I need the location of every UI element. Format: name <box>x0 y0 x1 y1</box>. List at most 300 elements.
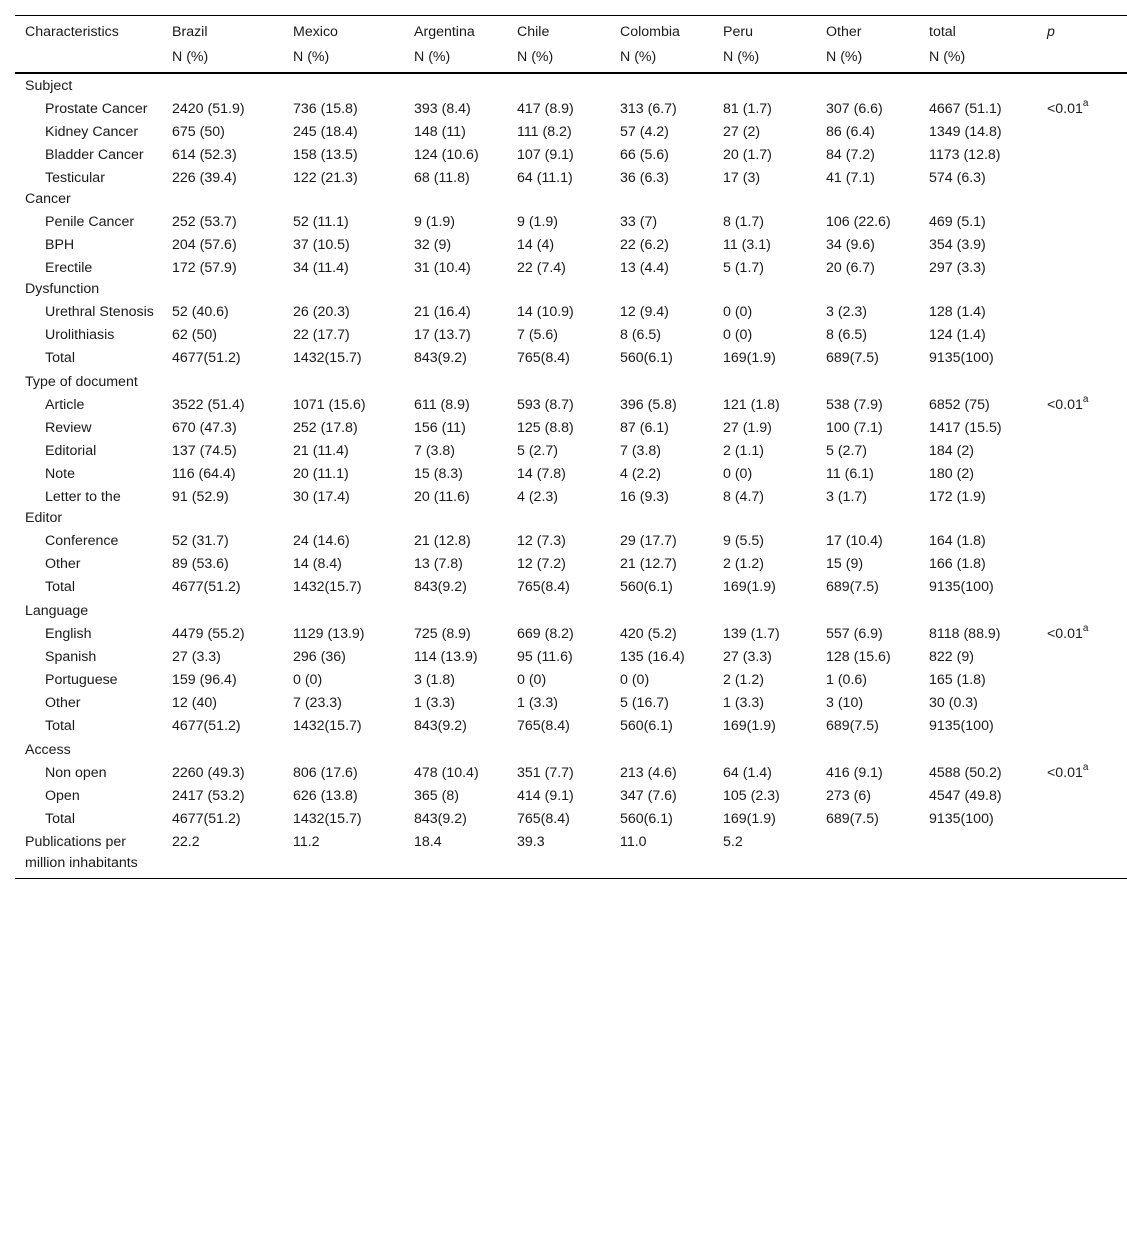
data-cell: 2260 (49.3) <box>172 765 245 781</box>
data-cell: 16 (9.3) <box>620 489 669 505</box>
data-cell: 166 (1.8) <box>929 556 986 572</box>
data-cell: 1 (3.3) <box>414 695 456 711</box>
data-cell: 822 (9) <box>929 649 974 665</box>
data-cell: 20 (1.7) <box>723 147 772 163</box>
data-cell: 34 (9.6) <box>826 237 875 253</box>
data-cell: 184 (2) <box>929 443 974 459</box>
data-cell: 52 (31.7) <box>172 533 229 549</box>
data-cell: 736 (15.8) <box>293 101 358 117</box>
empty-cell <box>816 599 919 623</box>
table-row <box>15 669 1127 692</box>
data-cell: 1129 (13.9) <box>293 626 365 642</box>
data-cell: 21 (12.8) <box>414 533 471 549</box>
p-value-cell <box>1037 144 1127 167</box>
column-header-text: p <box>1047 24 1055 40</box>
empty-cell <box>507 370 610 394</box>
column-header: Argentina <box>404 16 507 46</box>
section-title: Type of document <box>25 374 138 390</box>
p-value-footnote: a <box>1082 98 1089 110</box>
data-cell: 273 (6) <box>826 788 871 804</box>
p-value: <0.01 <box>1047 397 1083 413</box>
empty-cell <box>162 73 283 98</box>
data-cell: 9135(100) <box>929 718 994 734</box>
data-cell: 20 (11.1) <box>293 466 349 482</box>
data-cell: 765(8.4) <box>517 579 570 595</box>
data-cell: 4 (2.3) <box>517 489 559 505</box>
publications-per-million-row <box>15 831 1127 879</box>
data-cell: 105 (2.3) <box>723 788 780 804</box>
data-cell: 5 (2.7) <box>826 443 868 459</box>
data-cell: 21 (16.4) <box>414 304 471 320</box>
data-cell: 2417 (53.2) <box>172 788 245 804</box>
empty-cell <box>713 738 816 762</box>
empty-cell <box>713 370 816 394</box>
data-cell: 30 (17.4) <box>293 489 350 505</box>
empty-cell <box>162 370 283 394</box>
data-cell: 22 (7.4) <box>517 260 566 276</box>
data-cell: 116 (64.4) <box>172 466 236 482</box>
column-subheader: N (%) <box>162 45 283 73</box>
empty-cell <box>507 599 610 623</box>
empty-cell <box>404 738 507 762</box>
row-label: Penile Cancer <box>45 214 135 230</box>
data-cell: 34 (11.4) <box>293 260 349 276</box>
data-cell: 139 (1.7) <box>723 626 780 642</box>
data-cell: 64 (1.4) <box>723 765 772 781</box>
data-cell: 13 (4.4) <box>620 260 669 276</box>
data-cell: 128 (15.6) <box>826 649 891 665</box>
data-cell: 107 (9.1) <box>517 147 574 163</box>
data-cell: 100 (7.1) <box>826 420 883 436</box>
data-cell: 725 (8.9) <box>414 626 471 642</box>
data-cell: 297 (3.3) <box>929 260 986 276</box>
data-cell: 39.3 <box>507 831 610 879</box>
data-cell: 806 (17.6) <box>293 765 358 781</box>
data-cell <box>919 831 1037 879</box>
data-cell: 5 (16.7) <box>620 695 669 711</box>
data-cell: 52 (11.1) <box>293 214 349 230</box>
empty-cell <box>404 370 507 394</box>
row-label: Erectile Dysfunction <box>25 260 100 297</box>
empty-cell <box>404 73 507 98</box>
column-header: Colombia <box>610 16 713 46</box>
row-label: Testicular Cancer <box>25 170 105 207</box>
column-subheader <box>1037 45 1127 73</box>
data-cell <box>816 831 919 879</box>
column-subheader: N (%) <box>816 45 919 73</box>
column-header: total <box>919 16 1037 46</box>
data-cell: 307 (6.6) <box>826 101 883 117</box>
data-cell: 27 (2) <box>723 124 761 140</box>
data-cell: 347 (7.6) <box>620 788 677 804</box>
empty-cell <box>1037 599 1127 623</box>
data-cell: 420 (5.2) <box>620 626 677 642</box>
empty-cell <box>507 738 610 762</box>
data-cell: 169(1.9) <box>723 718 776 734</box>
row-label: Letter to the Editor <box>25 489 121 526</box>
data-cell: 2 (1.2) <box>723 672 765 688</box>
data-cell: 765(8.4) <box>517 811 570 827</box>
data-cell: 574 (6.3) <box>929 170 986 186</box>
data-cell: 365 (8) <box>414 788 459 804</box>
row-label: Other <box>45 695 81 711</box>
row-label: Prostate Cancer <box>45 101 148 117</box>
data-cell: 8 (4.7) <box>723 489 765 505</box>
p-value-cell <box>1037 394 1127 417</box>
table-row <box>15 553 1127 576</box>
section-header-row <box>15 73 1127 98</box>
data-cell: 11.2 <box>283 831 404 879</box>
data-cell: 62 (50) <box>172 327 217 343</box>
empty-cell <box>283 370 404 394</box>
data-cell: 689(7.5) <box>826 718 879 734</box>
empty-cell <box>816 73 919 98</box>
data-cell: 21 (11.4) <box>293 443 349 459</box>
data-cell: 1071 (15.6) <box>293 397 366 413</box>
data-cell: 27 (1.9) <box>723 420 772 436</box>
p-value-cell <box>1037 167 1127 211</box>
p-value-cell <box>1037 646 1127 669</box>
data-cell: 1432(15.7) <box>293 811 362 827</box>
empty-cell <box>919 370 1037 394</box>
data-cell: 469 (5.1) <box>929 214 986 230</box>
data-cell: 4479 (55.2) <box>172 626 245 642</box>
data-cell: 5 (2.7) <box>517 443 559 459</box>
data-cell: 14 (4) <box>517 237 555 253</box>
data-cell: 12 (40) <box>172 695 217 711</box>
p-value-cell <box>1037 692 1127 715</box>
section-title: Subject <box>25 78 73 94</box>
table-row <box>15 762 1127 785</box>
data-cell: 560(6.1) <box>620 811 673 827</box>
empty-cell <box>162 599 283 623</box>
row-label: Total <box>45 811 75 827</box>
data-cell: 478 (10.4) <box>414 765 479 781</box>
data-cell: 689(7.5) <box>826 811 879 827</box>
data-cell: 11 (6.1) <box>826 466 874 482</box>
column-subheader: N (%) <box>507 45 610 73</box>
header-row <box>15 16 1127 46</box>
table-row <box>15 530 1127 553</box>
empty-cell <box>283 73 404 98</box>
row-label: Open <box>45 788 80 804</box>
data-cell: 22 (6.2) <box>620 237 669 253</box>
row-label: Bladder Cancer <box>45 147 144 163</box>
data-cell: 68 (11.8) <box>414 170 470 186</box>
data-cell: 313 (6.7) <box>620 101 677 117</box>
data-cell: 1432(15.7) <box>293 350 362 366</box>
column-header: Chile <box>507 16 610 46</box>
data-cell: 843(9.2) <box>414 350 467 366</box>
data-cell: 20 (11.6) <box>414 489 470 505</box>
data-cell: 124 (1.4) <box>929 327 986 343</box>
data-cell: 31 (10.4) <box>414 260 471 276</box>
data-cell: 557 (6.9) <box>826 626 883 642</box>
p-value-cell <box>1037 553 1127 576</box>
data-cell: 626 (13.8) <box>293 788 358 804</box>
table-row <box>15 576 1127 599</box>
row-label: Total <box>45 350 75 366</box>
data-cell: 124 (10.6) <box>414 147 479 163</box>
p-value-cell <box>1037 301 1127 324</box>
data-cell: 22.2 <box>162 831 283 879</box>
data-cell: 4677(51.2) <box>172 811 241 827</box>
data-cell: 37 (10.5) <box>293 237 350 253</box>
data-cell: 0 (0) <box>293 672 323 688</box>
empty-cell <box>1037 738 1127 762</box>
column-header: Peru <box>713 16 816 46</box>
data-cell: 29 (17.7) <box>620 533 677 549</box>
data-cell: 128 (1.4) <box>929 304 986 320</box>
data-cell: 159 (96.4) <box>172 672 237 688</box>
data-cell: 17 (13.7) <box>414 327 471 343</box>
empty-cell <box>162 738 283 762</box>
data-cell: 3 (1.8) <box>414 672 456 688</box>
data-cell: 593 (8.7) <box>517 397 574 413</box>
data-cell: 180 (2) <box>929 466 974 482</box>
data-cell: 9135(100) <box>929 579 994 595</box>
data-cell: 689(7.5) <box>826 350 879 366</box>
data-cell: 12 (9.4) <box>620 304 669 320</box>
data-cell: 165 (1.8) <box>929 672 986 688</box>
row-label: Note <box>45 466 75 482</box>
data-cell: 1 (3.3) <box>517 695 559 711</box>
data-cell: 1432(15.7) <box>293 718 362 734</box>
data-cell: 22 (17.7) <box>293 327 350 343</box>
table-row <box>15 121 1127 144</box>
data-cell: 33 (7) <box>620 214 658 230</box>
p-value-cell <box>1037 98 1127 121</box>
p-value-cell <box>1037 324 1127 347</box>
p-value-footnote: a <box>1082 762 1089 774</box>
data-cell: 135 (16.4) <box>620 649 685 665</box>
data-cell: 226 (39.4) <box>172 170 237 186</box>
data-cell: 9135(100) <box>929 350 994 366</box>
data-cell: 560(6.1) <box>620 350 673 366</box>
p-value-cell <box>1037 623 1127 646</box>
data-cell: 172 (57.9) <box>172 260 237 276</box>
data-cell: 0 (0) <box>620 672 650 688</box>
data-cell: 11 (3.1) <box>723 237 771 253</box>
data-cell: 252 (17.8) <box>293 420 358 436</box>
data-cell: 2 (1.2) <box>723 556 765 572</box>
data-cell: 148 (11) <box>414 124 466 140</box>
row-label: Conference <box>45 533 119 549</box>
data-cell: 843(9.2) <box>414 579 467 595</box>
data-cell: 1349 (14.8) <box>929 124 1002 140</box>
data-cell: 2420 (51.9) <box>172 101 245 117</box>
row-label: Urethral Stenosis <box>45 304 154 320</box>
data-cell: 18.4 <box>404 831 507 879</box>
column-header: Brazil <box>162 16 283 46</box>
p-value-cell <box>1037 440 1127 463</box>
data-cell: 27 (3.3) <box>172 649 221 665</box>
row-label: Review <box>45 420 92 436</box>
data-cell: 417 (8.9) <box>517 101 574 117</box>
data-cell: 169(1.9) <box>723 579 776 595</box>
data-cell: 0 (0) <box>723 304 753 320</box>
data-cell: 204 (57.6) <box>172 237 237 253</box>
data-cell: 296 (36) <box>293 649 346 665</box>
empty-cell <box>610 738 713 762</box>
data-cell: 4677(51.2) <box>172 350 241 366</box>
data-cell: 95 (11.6) <box>517 649 573 665</box>
table-row <box>15 623 1127 646</box>
table-row <box>15 301 1127 324</box>
p-value-cell <box>1037 762 1127 785</box>
data-cell: 21 (12.7) <box>620 556 677 572</box>
data-cell: 669 (8.2) <box>517 626 574 642</box>
data-cell: 414 (9.1) <box>517 788 574 804</box>
data-cell: 675 (50) <box>172 124 225 140</box>
table-row <box>15 234 1127 257</box>
data-cell: 86 (6.4) <box>826 124 875 140</box>
data-cell: 8 (1.7) <box>723 214 765 230</box>
data-cell: 1417 (15.5) <box>929 420 1002 436</box>
p-value-cell <box>1037 530 1127 553</box>
data-cell: 41 (7.1) <box>826 170 875 186</box>
row-label: Total <box>45 579 75 595</box>
column-subheader: N (%) <box>713 45 816 73</box>
p-value-cell <box>1037 576 1127 599</box>
data-cell: 164 (1.8) <box>929 533 986 549</box>
data-cell: 2 (1.1) <box>723 443 765 459</box>
data-cell: 614 (52.3) <box>172 147 237 163</box>
empty-cell <box>507 73 610 98</box>
data-cell: 538 (7.9) <box>826 397 883 413</box>
data-cell: 87 (6.1) <box>620 420 669 436</box>
data-cell: 13 (7.8) <box>414 556 463 572</box>
data-cell: 4547 (49.8) <box>929 788 1002 804</box>
data-cell: 91 (52.9) <box>172 489 229 505</box>
column-subheader: N (%) <box>404 45 507 73</box>
empty-cell <box>610 599 713 623</box>
empty-cell <box>816 370 919 394</box>
data-cell: 354 (3.9) <box>929 237 986 253</box>
table-row <box>15 144 1127 167</box>
column-subheader: N (%) <box>919 45 1037 73</box>
data-cell: 689(7.5) <box>826 579 879 595</box>
data-cell: 765(8.4) <box>517 718 570 734</box>
p-value: <0.01 <box>1047 626 1083 642</box>
empty-cell <box>919 738 1037 762</box>
empty-cell <box>713 599 816 623</box>
table-row <box>15 646 1127 669</box>
data-cell: 169(1.9) <box>723 811 776 827</box>
data-cell: 5 (1.7) <box>723 260 765 276</box>
data-cell: 7 (3.8) <box>414 443 456 459</box>
data-cell: 20 (6.7) <box>826 260 875 276</box>
row-label: Total <box>45 718 75 734</box>
data-cell: 66 (5.6) <box>620 147 669 163</box>
p-value-cell <box>1037 257 1127 301</box>
p-value-cell <box>1037 347 1127 370</box>
empty-cell <box>919 73 1037 98</box>
data-cell: 8118 (88.9) <box>929 626 1001 642</box>
data-cell: 64 (11.1) <box>517 170 573 186</box>
data-cell: 11.0 <box>610 831 713 879</box>
data-cell: 14 (10.9) <box>517 304 574 320</box>
data-cell: 9 (1.9) <box>414 214 456 230</box>
data-cell: 4 (2.2) <box>620 466 662 482</box>
data-cell: 57 (4.2) <box>620 124 669 140</box>
empty-cell <box>1037 73 1127 98</box>
data-cell: 156 (11) <box>414 420 466 436</box>
data-cell: 15 (9) <box>826 556 864 572</box>
data-cell: 843(9.2) <box>414 718 467 734</box>
row-label: Non open <box>45 765 107 781</box>
data-cell: 6852 (75) <box>929 397 990 413</box>
data-cell: 89 (53.6) <box>172 556 229 572</box>
data-cell: 4677(51.2) <box>172 579 241 595</box>
table-row <box>15 715 1127 738</box>
data-cell: 122 (21.3) <box>293 170 358 186</box>
row-label: Other <box>45 556 81 572</box>
empty-cell <box>1037 831 1127 879</box>
subheader-row <box>15 45 1127 73</box>
row-label: Kidney Cancer <box>45 124 139 140</box>
data-cell: 0 (0) <box>723 327 753 343</box>
data-cell: 843(9.2) <box>414 811 467 827</box>
data-cell: 765(8.4) <box>517 350 570 366</box>
row-label: Urolithiasis <box>45 327 115 343</box>
p-value: <0.01 <box>1047 101 1083 117</box>
data-cell: 611 (8.9) <box>414 397 470 413</box>
data-cell: 84 (7.2) <box>826 147 875 163</box>
empty-cell <box>816 738 919 762</box>
data-cell: 3 (1.7) <box>826 489 868 505</box>
table-row <box>15 785 1127 808</box>
row-label: BPH <box>45 237 75 253</box>
data-cell: 15 (8.3) <box>414 466 463 482</box>
p-value-cell <box>1037 785 1127 808</box>
empty-cell <box>610 73 713 98</box>
data-cell: 24 (14.6) <box>293 533 350 549</box>
table-row <box>15 486 1127 530</box>
data-cell: 8 (6.5) <box>826 327 868 343</box>
data-cell: 17 (10.4) <box>826 533 883 549</box>
p-value-cell <box>1037 417 1127 440</box>
data-cell: 3522 (51.4) <box>172 397 245 413</box>
table-row <box>15 211 1127 234</box>
section-title: Language <box>25 603 89 619</box>
data-cell: 36 (6.3) <box>620 170 669 186</box>
p-value-footnote: a <box>1082 394 1089 406</box>
data-cell: 111 (8.2) <box>517 124 572 140</box>
data-cell: 1432(15.7) <box>293 579 362 595</box>
row-label: Publications per million inhabitants <box>15 831 162 879</box>
data-cell: 393 (8.4) <box>414 101 471 117</box>
table-row <box>15 324 1127 347</box>
data-cell: 3 (10) <box>826 695 864 711</box>
empty-cell <box>283 599 404 623</box>
data-cell: 560(6.1) <box>620 718 673 734</box>
data-cell: 125 (8.8) <box>517 420 574 436</box>
table-row <box>15 257 1127 301</box>
data-cell: 30 (0.3) <box>929 695 978 711</box>
characteristics-table-wrapper <box>15 15 1127 879</box>
empty-cell <box>283 738 404 762</box>
p-value-cell <box>1037 121 1127 144</box>
empty-cell <box>404 599 507 623</box>
p-value-footnote: a <box>1082 623 1089 635</box>
table-row <box>15 167 1127 211</box>
data-cell: 7 (3.8) <box>620 443 662 459</box>
section-header-row <box>15 599 1127 623</box>
data-cell: 213 (4.6) <box>620 765 677 781</box>
data-cell: 106 (22.6) <box>826 214 891 230</box>
column-subheader <box>15 45 162 73</box>
